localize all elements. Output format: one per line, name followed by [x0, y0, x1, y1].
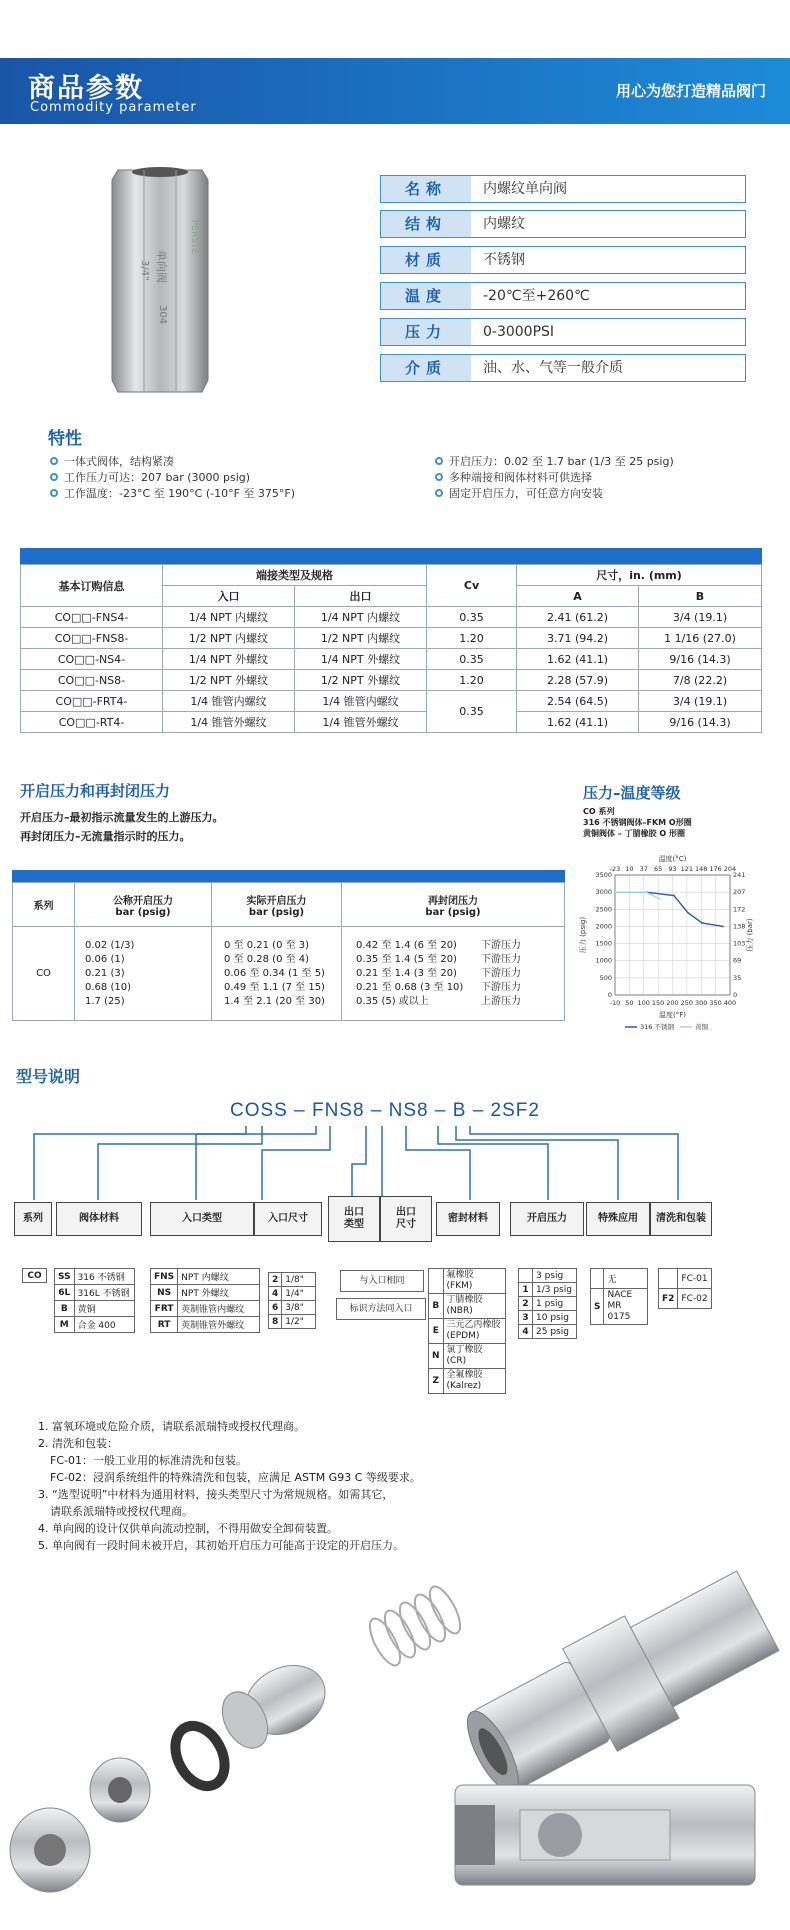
x-tick-label: 250	[680, 999, 694, 1007]
x2-tick-label: 93	[668, 865, 677, 873]
y-tick-label: 1500	[595, 939, 612, 948]
data-point	[645, 891, 647, 893]
pressure-temperature-chart	[575, 845, 775, 1045]
y-tick-label: 2500	[595, 905, 612, 914]
spec-row-structure: 结构 内螺纹	[380, 210, 746, 238]
y2-tick-label: 172	[733, 905, 746, 914]
head-outlet-type: 出口 类型	[328, 1196, 380, 1242]
svg-text:304: 304	[157, 305, 168, 325]
x2-tick-label: 65	[653, 865, 663, 873]
feature-list-right: 开启压力：0.02 至 1.7 bar (1/3 至 25 psig) 多种端接和阀体材料可供选择 固定开启压力，可任意方向安装	[435, 454, 674, 502]
pressure-table-bar	[12, 870, 565, 882]
table-row: CO□□-NS8- 1/2 NPT 外螺纹 1/2 NPT 外螺纹 1.20 2.28 (57.9) 7/8 (22.2)	[21, 670, 762, 691]
opt-seal: 氟橡胶 (FKM) B 丁腈橡胶 (NBR) E 三元乙丙橡胶 (EPDM) N 氯丁橡胶 (CR) Z 全氟橡胶 (Kalrez)	[428, 1268, 506, 1394]
x-tick-label: 150	[651, 999, 665, 1007]
head-inlet-type: 入口类型	[150, 1202, 254, 1236]
x2-tick-label: 10	[625, 865, 634, 873]
y-tick-label: 1000	[595, 956, 612, 965]
feature-list-left: 一体式阀体，结构紧凑 工作压力可达：207 bar (3000 psig) 工作温度：-23°C 至 190°C (-10°F 至 375°F)	[50, 454, 295, 502]
y2-axis-label: 压力 (bar)	[746, 918, 754, 952]
y-tick-label: 2000	[595, 922, 612, 931]
opt-crack: 3 psig 1 1/3 psig 2 1 psig 3 10 psig 4 25 psig	[518, 1268, 577, 1339]
model-code: COSS – FNS8 – NS8 – B – 2SF2	[230, 1100, 540, 1121]
banner-subtitle: Commodity parameter	[30, 100, 197, 115]
spec-row-name: 名称 内螺纹单向阀	[380, 175, 746, 203]
data-point	[701, 922, 703, 924]
y-tick-label: 0	[607, 991, 612, 999]
outlet-method-note: 标识方法同入口	[336, 1298, 426, 1320]
pressure-title: 开启压力和再封闭压力	[20, 782, 171, 800]
head-seal: 密封材料	[436, 1202, 500, 1236]
table-row: CO□□-FRT4- 1/4 锥管内螺纹 1/4 锥管内螺纹 0.35 2.54 (64.5) 3/4 (19.1)	[21, 691, 762, 712]
x-axis-label: 温度(°F)	[659, 1011, 686, 1019]
table-row: CO□□-FNS8- 1/2 NPT 内螺纹 1/2 NPT 内螺纹 1.20 3.71 (94.2) 1 1/16 (27.0)	[21, 628, 762, 649]
opt-body: SS 316 不锈钢 6L 316L 不锈钢 B 黄铜 M 合金 400	[54, 1268, 135, 1333]
y-tick-label: 3000	[595, 888, 612, 897]
opt-clean: FC-01 F2 FC-02	[658, 1268, 712, 1309]
y2-tick-label: 241	[733, 871, 746, 879]
y-axis-label: 压力 (psig)	[579, 916, 587, 954]
spec-row-temperature: 温度 -20℃至+260℃	[380, 282, 746, 310]
x2-tick-label: 176	[709, 865, 722, 873]
opt-special: 无 S NACE MR 0175	[590, 1268, 648, 1325]
opt-inlet-size: 2 1/8" 4 1/4" 6 3/8" 8 1/2"	[268, 1272, 316, 1329]
svg-text:3/4": 3/4"	[139, 260, 150, 281]
spec-row-medium: 介质 油、水、气等一般介质	[380, 354, 746, 382]
opt-series: CO	[22, 1268, 47, 1283]
x2-axis-label: 温度(°C)	[658, 855, 687, 863]
x-tick-label: 350	[709, 999, 722, 1007]
y2-tick-label: 207	[733, 888, 746, 897]
product-photo	[100, 160, 220, 400]
head-body: 阀体材料	[56, 1202, 142, 1236]
exploded-valve-illustration	[0, 1560, 790, 1930]
y2-tick-label: 138	[733, 922, 746, 931]
header-banner	[0, 58, 790, 124]
x2-tick-label: 148	[695, 865, 708, 873]
data-point	[687, 912, 689, 914]
head-inlet-size: 入口尺寸	[254, 1202, 322, 1236]
opt-inlet-type: FNS NPT 内螺纹 NS NPT 外螺纹 FRT 英制锥管内螺纹 RT 英制锥管外螺纹	[150, 1268, 260, 1333]
x2-tick-label: 204	[723, 865, 737, 873]
notes: 1. 富氧环境或危险介质，请联系派瑞特或授权代理商。 2. 清洗和包装： FC-01：一般工业用的标准清洗和包装。 FC-02：浸润系统组件的特殊清洗和包装，应满足 ASTM G93 C 等级要求。 3. “选型说明”中材料为通用材料，接头类型尺寸为常规规格。如需其它， 请联系派瑞特或授权代理商。 4. 单向阀的设计仅供单向流动控制，不得用做安全卸荷装置。 5. 单向阀有一段时间未被开启，其初始开启压力可能高于设定的开启压力。	[38, 1420, 421, 1552]
table-row: CO□□-RT4- 1/4 锥管外螺纹 1/4 锥管外螺纹 1.62 (41.1) 9/16 (14.3)	[21, 712, 762, 733]
x-tick-label: 50	[625, 999, 634, 1007]
spec-row-material: 材质 不锈钢	[380, 246, 746, 274]
table-header-bar	[20, 548, 762, 564]
head-clean: 清洗和包装	[650, 1202, 712, 1236]
y2-tick-label: 69	[733, 956, 742, 965]
x-tick-label: -10	[609, 999, 621, 1007]
chart-title: 压力–温度等级	[583, 784, 681, 802]
pressure-definitions: 开启压力–最初指示流量发生的上游压力。 再封闭压力–无流量指示时的压力。	[20, 811, 224, 843]
head-special: 特殊应用	[586, 1202, 650, 1236]
data-point	[659, 898, 661, 900]
table-row: CO□□-NS4- 1/4 NPT 外螺纹 1/4 NPT 外螺纹 0.35 1.62 (41.1) 9/16 (14.3)	[21, 649, 762, 670]
y-tick-label: 3500	[595, 871, 612, 879]
banner-title: 商品参数	[28, 73, 144, 104]
x2-tick-label: 121	[680, 865, 694, 873]
svg-text:PERSTE: PERSTE	[189, 220, 199, 255]
x-tick-label: 100	[637, 999, 650, 1007]
model-connector-lines	[0, 1120, 790, 1200]
chart-subtitles: CO 系列 316 不锈钢阀体–FKM O形圈 黄铜阀体 – 丁腈橡胶 O 形圈	[583, 807, 692, 838]
legend-label: 黄铜	[695, 1023, 708, 1031]
model-title: 型号说明	[16, 1067, 81, 1086]
x-tick-label: 300	[695, 999, 708, 1007]
y2-tick-label: 35	[733, 973, 742, 982]
x2-tick-label: -23	[609, 865, 621, 873]
spec-row-pressure: 压力 0-3000PSI	[380, 318, 746, 346]
outlet-same-note: 与入口相同	[340, 1270, 424, 1292]
x-tick-label: 400	[723, 999, 737, 1007]
y2-tick-label: 103	[733, 939, 746, 948]
table-row: CO□□-FNS4- 1/4 NPT 内螺纹 1/4 NPT 内螺纹 0.35 2.41 (61.2) 3/4 (19.1)	[21, 607, 762, 628]
data-point	[614, 891, 616, 893]
head-series: 系列	[14, 1202, 52, 1236]
pressure-table: 系列 公称开启压力 bar (psig) 实际开启压力 bar (psig) 再封闭压力 bar (psig) CO 0.02 (1/3) 0.06 (1) 0.21 (3) 0.68 (10) 1.7 (25) 0 至 0.21 (0 至 3) 0 至 0.28 (0 至 4) 0.06 至 0.34 (1 至 5) 0.49 至 1.1 (7 至 15) 1.4 至 2.1 (20 至 30) 0.42 至 1.4 (6 至 20) 下游压力 0.35 至 1.4 (5 至 20) 下游压力 0.21 至 1.4 (3 至 20) 下游压力 0.21 至 0.68 (3 至 10) 下游压力 0.35 (5) 或以上 上游压力	[12, 882, 565, 1021]
banner-slogan: 用心为您打造精品阀门	[615, 82, 766, 100]
head-crack: 开启压力	[510, 1202, 584, 1236]
data-point	[673, 895, 675, 897]
svg-text:单向阀: 单向阀	[155, 250, 168, 283]
x2-tick-label: 37	[639, 865, 648, 873]
legend-label: 316 不锈钢	[640, 1023, 674, 1031]
data-point	[722, 926, 724, 928]
y-tick-label: 500	[599, 973, 612, 982]
x-tick-label: 200	[666, 999, 679, 1007]
y2-tick-label: 0	[733, 991, 738, 999]
ordering-table: 基本订购信息 端接类型及规格 Cv 尺寸，in. (mm) 入口 出口 A B CO□□-FNS4- 1/4 NPT 内螺纹 1/4 NPT 内螺纹 0.35 2.41 (61.2) 3/4 (19.1) CO□□-FNS8- 1/2 NPT 内螺纹 1/2 NPT 内螺纹 1.20 3.71 (94.2) 1 1/16 (27.0) CO□□-NS4- 1/4 NPT 外螺纹 1/4 NPT 外螺纹 0.35 1.62 (41.1) 9/16 (14.3) CO□□-NS8- 1/2 NPT 外螺纹 1/2 NPT 外螺纹 1.20 2.28 (57.9) 7/8 (22.2) CO□□-FRT4- 1/4 锥管内螺纹 1/4 锥管内螺纹 0.35 2.54 (64.5) 3/4 (19.1) CO□□-RT4- 1/4 锥管外螺纹 1/4 锥管外螺纹 1.62 (41.1) 9/16 (14.3)	[20, 564, 762, 733]
features-title: 特性	[48, 429, 82, 449]
head-outlet-size: 出口 尺寸	[380, 1196, 432, 1242]
